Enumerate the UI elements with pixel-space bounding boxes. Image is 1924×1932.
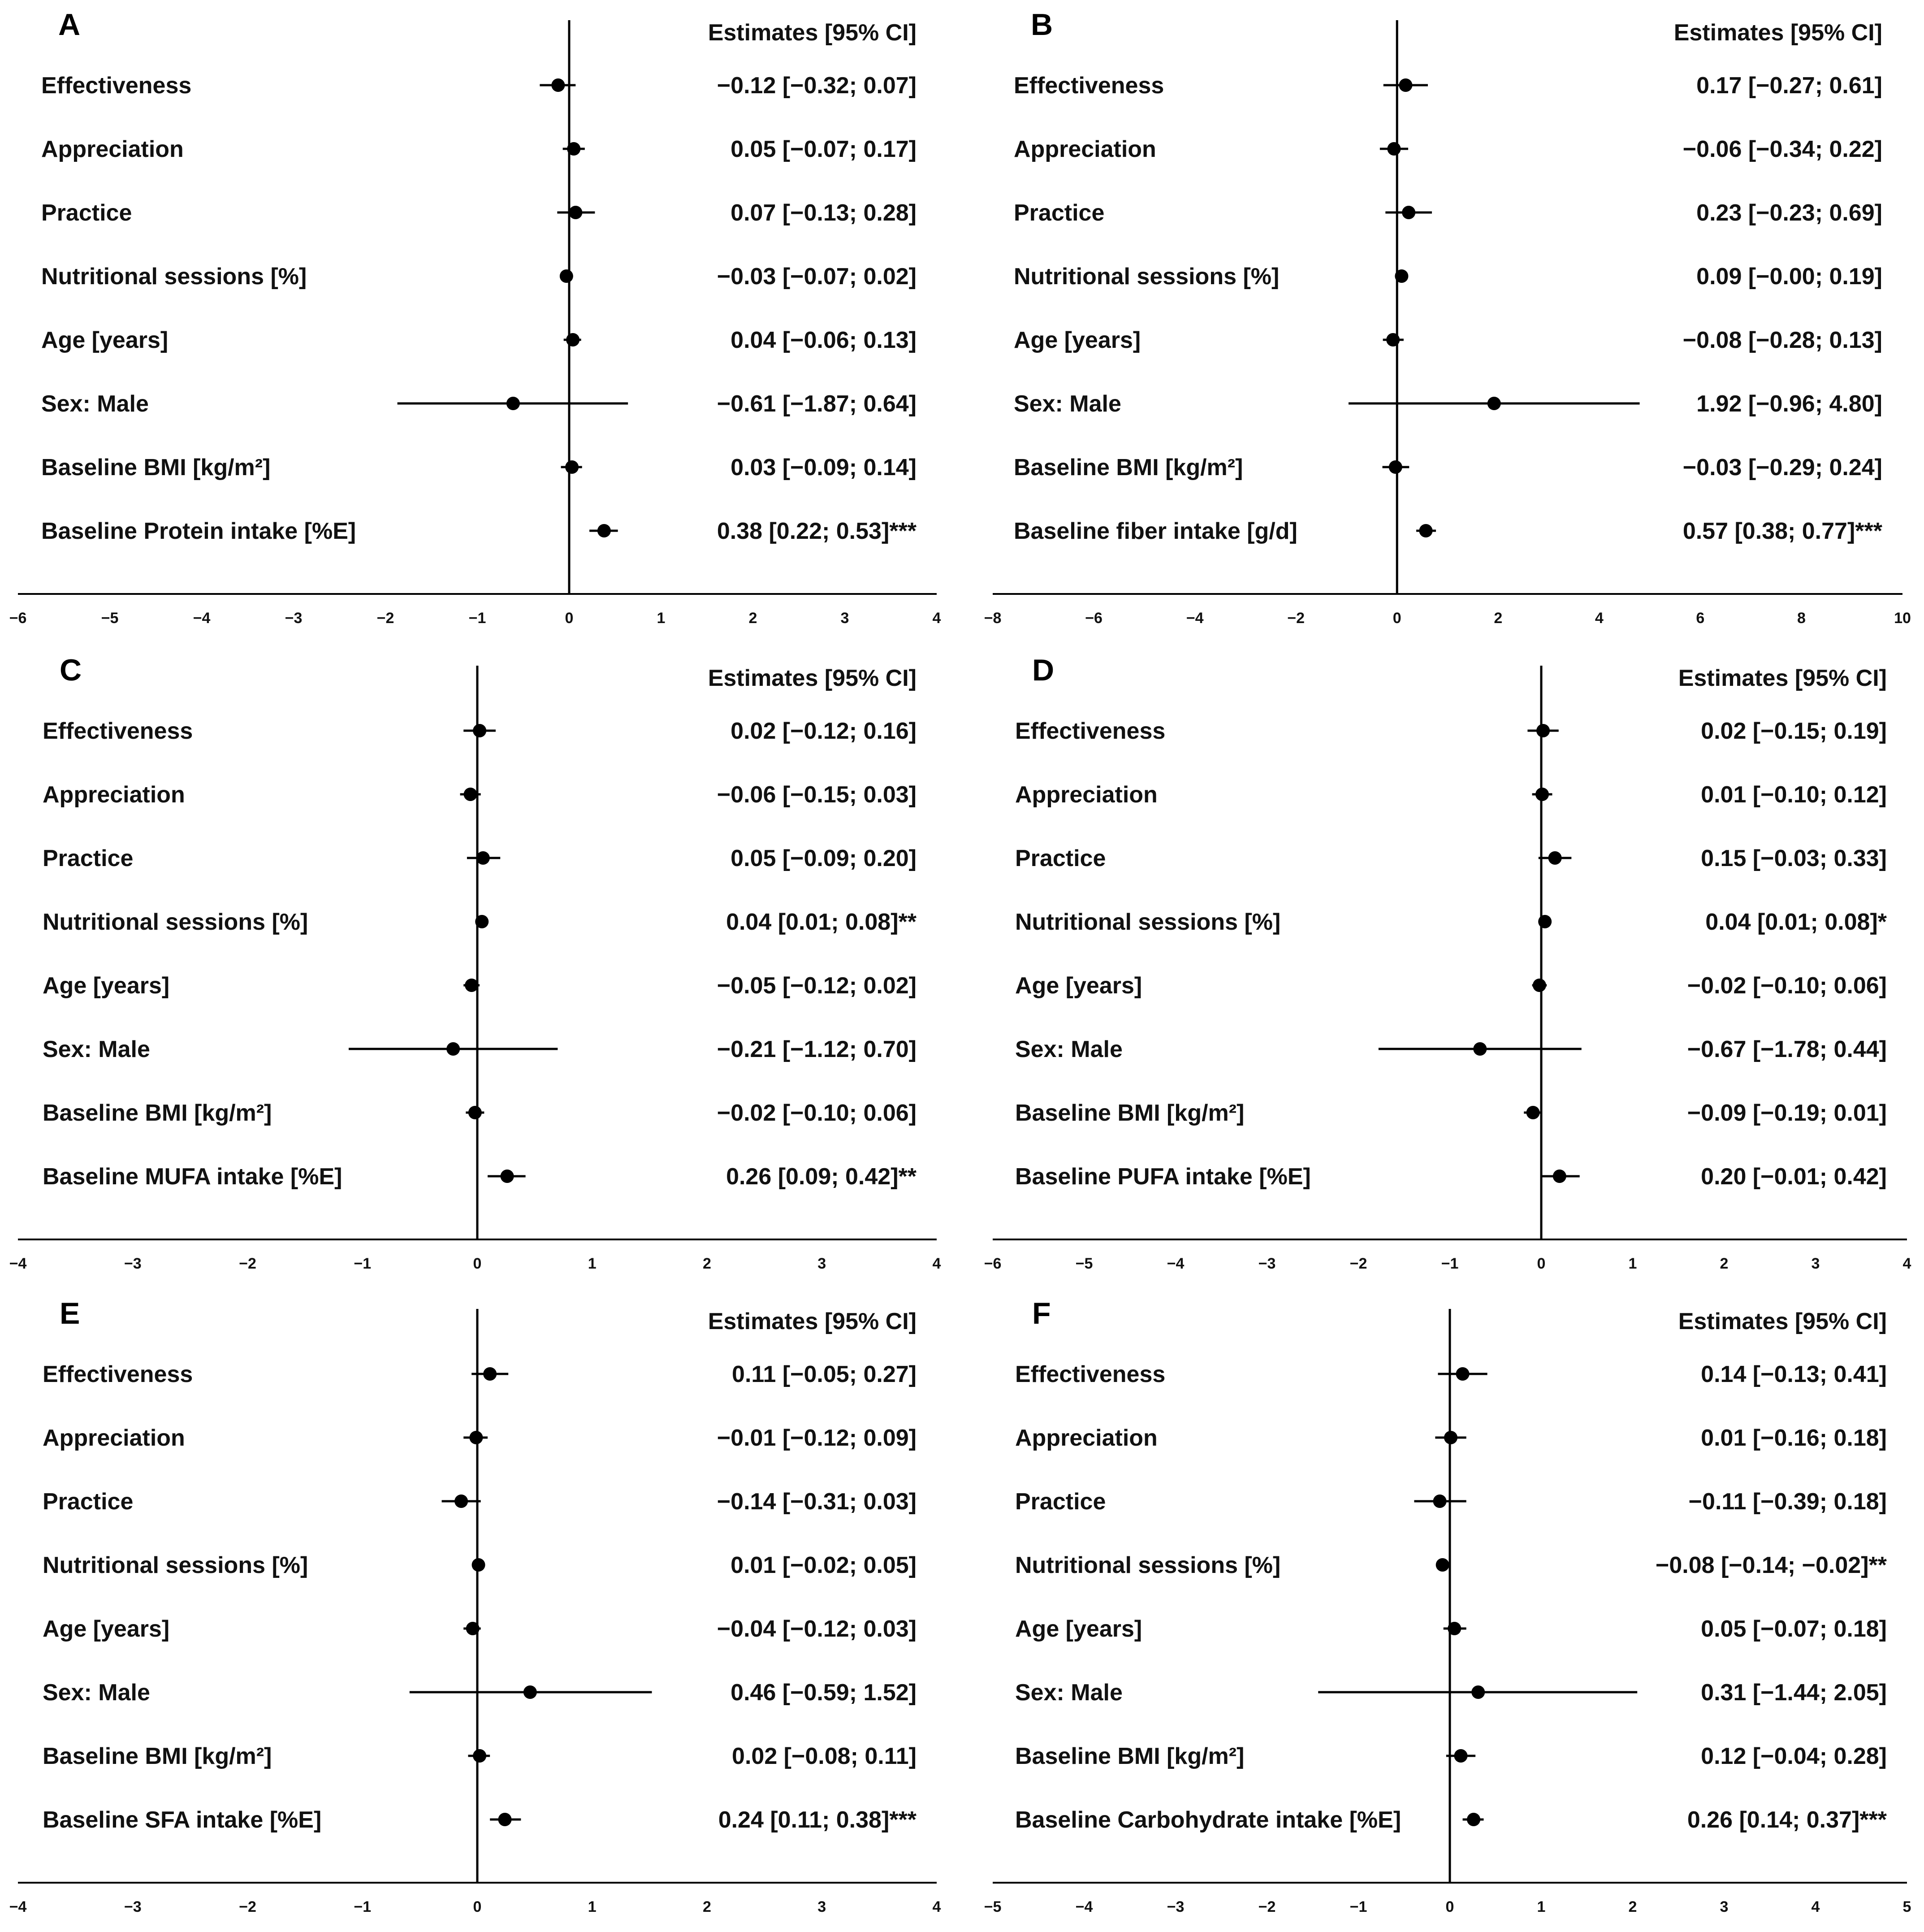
x-tick-label: 3 (1811, 1255, 1820, 1272)
x-tick-label: −3 (1258, 1255, 1276, 1272)
x-tick-label: −4 (1075, 1898, 1093, 1915)
x-tick-label: 0 (1445, 1898, 1454, 1915)
x-tick-label: 3 (817, 1255, 826, 1272)
x-tick-label: 0 (1537, 1255, 1546, 1272)
x-tick-label: 1 (1628, 1255, 1637, 1272)
estimate-text: −0.11 [−0.39; 0.18] (1688, 1489, 1887, 1515)
x-tick-label: 4 (932, 610, 941, 627)
panel-label-a: A (58, 8, 81, 42)
row-label: Baseline BMI [kg/m²] (1014, 455, 1243, 481)
estimate-text: 0.05 [−0.09; 0.20] (731, 845, 917, 871)
estimate-text: 0.31 [−1.44; 2.05] (1701, 1680, 1887, 1706)
estimate-text: 0.09 [−0.00; 0.19] (1696, 264, 1882, 290)
estimate-text: 0.26 [0.14; 0.37]*** (1687, 1807, 1887, 1833)
point-estimate (473, 1749, 486, 1763)
row-label: Nutritional sessions [%] (1015, 1552, 1281, 1578)
point-estimate (498, 1813, 512, 1826)
estimates-header-c: Estimates [95% CI] (708, 665, 917, 691)
x-tick-label: −6 (984, 1255, 1002, 1272)
point-estimate (469, 1431, 483, 1444)
row-label: Appreciation (1014, 136, 1156, 162)
estimate-text: 0.14 [−0.13; 0.41] (1701, 1361, 1887, 1387)
x-tick-label: −2 (1258, 1898, 1276, 1915)
row-label: Baseline BMI [kg/m²] (43, 1743, 272, 1769)
row-label: Sex: Male (1015, 1680, 1123, 1706)
row-label: Effectiveness (41, 73, 192, 99)
estimates-header-d: Estimates [95% CI] (1678, 665, 1887, 691)
estimate-text: 0.02 [−0.08; 0.11] (732, 1743, 917, 1769)
point-estimate (597, 524, 611, 537)
estimate-text: −0.08 [−0.28; 0.13] (1682, 327, 1882, 353)
row-label: Baseline PUFA intake [%E] (1015, 1164, 1311, 1190)
point-estimate (472, 1558, 485, 1572)
row-label: Practice (1015, 845, 1106, 871)
estimate-text: 0.26 [0.09; 0.42]** (726, 1164, 917, 1190)
point-estimate (523, 1685, 537, 1699)
estimate-text: 0.03 [−0.09; 0.14] (731, 455, 917, 481)
point-estimate (1536, 724, 1550, 737)
x-tick-label: 1 (588, 1898, 597, 1915)
estimate-text: 0.01 [−0.10; 0.12] (1701, 782, 1887, 808)
point-estimate (1471, 1685, 1485, 1699)
row-label: Baseline SFA intake [%E] (43, 1807, 322, 1833)
x-tick-label: 5 (1902, 1898, 1911, 1915)
estimate-text: 0.15 [−0.03; 0.33] (1701, 845, 1887, 871)
point-estimate (475, 915, 489, 928)
estimate-text: 0.11 [−0.05; 0.27] (732, 1361, 917, 1387)
x-tick-label: 2 (703, 1255, 711, 1272)
row-label: Appreciation (1015, 782, 1158, 808)
row-label: Sex: Male (43, 1036, 150, 1062)
row-label: Age [years] (43, 1616, 170, 1642)
row-label: Sex: Male (1015, 1036, 1123, 1062)
row-label: Age [years] (1014, 327, 1141, 353)
estimate-text: −0.03 [−0.07; 0.02] (717, 264, 917, 290)
row-label: Baseline BMI [kg/m²] (43, 1100, 272, 1126)
point-estimate (1387, 142, 1401, 156)
x-tick-label: −2 (239, 1898, 256, 1915)
x-tick-label: −3 (285, 610, 303, 627)
point-estimate (1538, 915, 1552, 928)
x-tick-label: 2 (703, 1898, 711, 1915)
row-label: Age [years] (1015, 1616, 1142, 1642)
x-tick-label: −4 (1186, 610, 1204, 627)
row-label: Baseline BMI [kg/m²] (1015, 1100, 1245, 1126)
point-estimate (1487, 397, 1501, 410)
estimate-text: 0.57 [0.38; 0.77]*** (1682, 518, 1882, 544)
point-estimate (446, 1042, 460, 1056)
x-tick-label: 0 (473, 1255, 482, 1272)
x-tick-label: −1 (468, 610, 486, 627)
estimates-header-a: Estimates [95% CI] (708, 20, 917, 46)
estimate-text: 0.02 [−0.15; 0.19] (1701, 718, 1887, 744)
point-estimate (464, 788, 477, 801)
x-tick-label: −2 (1349, 1255, 1367, 1272)
point-estimate (1448, 1622, 1461, 1635)
row-label: Appreciation (43, 782, 185, 808)
x-tick-label: 0 (1392, 610, 1401, 627)
point-estimate (483, 1367, 497, 1381)
row-label: Nutritional sessions [%] (43, 909, 308, 935)
x-tick-label: 2 (1720, 1255, 1729, 1272)
row-label: Practice (1014, 200, 1105, 226)
point-estimate (567, 142, 580, 156)
estimates-header-b: Estimates [95% CI] (1673, 20, 1882, 46)
row-label: Appreciation (1015, 1425, 1158, 1451)
estimate-text: 0.01 [−0.16; 0.18] (1701, 1425, 1887, 1451)
row-label: Practice (41, 200, 132, 226)
row-label: Effectiveness (1014, 73, 1164, 99)
point-estimate (476, 851, 490, 865)
point-estimate (1535, 788, 1549, 801)
panel-label-f: F (1032, 1296, 1051, 1330)
x-tick-label: −5 (984, 1898, 1002, 1915)
estimate-text: −0.06 [−0.15; 0.03] (717, 782, 917, 808)
estimate-text: 0.05 [−0.07; 0.18] (1701, 1616, 1887, 1642)
x-tick-label: 2 (1628, 1898, 1637, 1915)
x-tick-label: −6 (1085, 610, 1103, 627)
row-label: Baseline BMI [kg/m²] (41, 455, 271, 481)
x-tick-label: −3 (124, 1255, 142, 1272)
estimate-text: 1.92 [−0.96; 4.80] (1696, 391, 1882, 417)
x-tick-label: 3 (840, 610, 849, 627)
estimate-text: −0.05 [−0.12; 0.02] (717, 973, 917, 999)
row-label: Practice (1015, 1489, 1106, 1515)
x-tick-label: −2 (239, 1255, 256, 1272)
row-label: Effectiveness (43, 1361, 193, 1387)
estimate-text: 0.46 [−0.59; 1.52] (731, 1680, 917, 1706)
estimates-header-e: Estimates [95% CI] (708, 1308, 917, 1334)
estimate-text: 0.20 [−0.01; 0.42] (1701, 1164, 1887, 1190)
point-estimate (1444, 1431, 1457, 1444)
row-label: Practice (43, 1489, 134, 1515)
point-estimate (1456, 1367, 1470, 1381)
point-estimate (1433, 1494, 1447, 1508)
point-estimate (1399, 78, 1412, 92)
estimate-text: 0.05 [−0.07; 0.17] (731, 136, 917, 162)
row-label: Sex: Male (41, 391, 149, 417)
point-estimate (1389, 460, 1402, 474)
point-estimate (473, 724, 486, 737)
estimate-text: 0.12 [−0.04; 0.28] (1701, 1743, 1887, 1769)
panel-label-d: D (1032, 653, 1055, 687)
estimate-text: −0.02 [−0.10; 0.06] (717, 1100, 917, 1126)
point-estimate (1395, 269, 1408, 283)
x-tick-label: 2 (1494, 610, 1503, 627)
x-tick-label: 4 (1811, 1898, 1820, 1915)
estimate-text: 0.24 [0.11; 0.38]*** (718, 1807, 917, 1833)
point-estimate (560, 269, 573, 283)
x-tick-label: −2 (376, 610, 394, 627)
x-tick-label: 0 (473, 1898, 482, 1915)
estimate-text: 0.02 [−0.12; 0.16] (731, 718, 917, 744)
estimate-text: −0.02 [−0.10; 0.06] (1687, 973, 1887, 999)
point-estimate (565, 460, 579, 474)
estimate-text: −0.04 [−0.12; 0.03] (717, 1616, 917, 1642)
row-label: Nutritional sessions [%] (1015, 909, 1281, 935)
row-label: Age [years] (43, 973, 170, 999)
row-label: Baseline fiber intake [g/d] (1014, 518, 1297, 544)
row-label: Age [years] (1015, 973, 1142, 999)
estimate-text: −0.09 [−0.19; 0.01] (1687, 1100, 1887, 1126)
x-tick-label: 1 (657, 610, 666, 627)
row-label: Baseline BMI [kg/m²] (1015, 1743, 1245, 1769)
estimate-text: −0.06 [−0.34; 0.22] (1682, 136, 1882, 162)
row-label: Effectiveness (1015, 718, 1166, 744)
point-estimate (1473, 1042, 1487, 1056)
estimate-text: 0.23 [−0.23; 0.69] (1696, 200, 1882, 226)
estimate-text: 0.04 [0.01; 0.08]* (1705, 909, 1887, 935)
x-tick-label: 0 (565, 610, 574, 627)
estimate-text: 0.04 [−0.06; 0.13] (731, 327, 917, 353)
row-label: Practice (43, 845, 134, 871)
point-estimate (1467, 1813, 1480, 1826)
row-label: Effectiveness (1015, 1361, 1166, 1387)
estimate-text: −0.12 [−0.32; 0.07] (717, 73, 917, 99)
point-estimate (1548, 851, 1562, 865)
x-tick-label: 8 (1797, 610, 1806, 627)
x-tick-label: −5 (101, 610, 119, 627)
estimate-text: 0.17 [−0.27; 0.61] (1696, 73, 1882, 99)
x-tick-label: −4 (193, 610, 211, 627)
x-tick-label: −1 (354, 1898, 372, 1915)
row-label: Appreciation (43, 1425, 185, 1451)
x-tick-label: 4 (1595, 610, 1604, 627)
row-label: Sex: Male (43, 1680, 150, 1706)
x-tick-label: −4 (9, 1898, 27, 1915)
row-label: Sex: Male (1014, 391, 1121, 417)
point-estimate (1454, 1749, 1467, 1763)
x-tick-label: 4 (932, 1255, 941, 1272)
x-tick-label: 10 (1894, 610, 1911, 627)
x-tick-label: −4 (9, 1255, 27, 1272)
row-label: Baseline Protein intake [%E] (41, 518, 356, 544)
row-label: Nutritional sessions [%] (1014, 264, 1280, 290)
point-estimate (501, 1170, 514, 1183)
x-tick-label: 4 (932, 1898, 941, 1915)
x-tick-label: −8 (984, 610, 1002, 627)
point-estimate (551, 78, 565, 92)
row-label: Age [years] (41, 327, 169, 353)
estimates-header-f: Estimates [95% CI] (1678, 1308, 1887, 1334)
x-tick-label: −6 (9, 610, 27, 627)
x-tick-label: 3 (817, 1898, 826, 1915)
point-estimate (466, 1622, 480, 1635)
estimate-text: −0.14 [−0.31; 0.03] (717, 1489, 917, 1515)
estimate-text: −0.01 [−0.12; 0.09] (717, 1425, 917, 1451)
point-estimate (1533, 979, 1546, 992)
row-label: Nutritional sessions [%] (43, 1552, 308, 1578)
estimate-text: 0.04 [0.01; 0.08]** (726, 909, 917, 935)
x-tick-label: −1 (1349, 1898, 1367, 1915)
estimate-text: 0.01 [−0.02; 0.05] (731, 1552, 917, 1578)
point-estimate (468, 1106, 482, 1119)
row-label: Appreciation (41, 136, 184, 162)
x-tick-label: 3 (1720, 1898, 1729, 1915)
row-label: Baseline MUFA intake [%E] (43, 1164, 342, 1190)
point-estimate (1526, 1106, 1540, 1119)
estimate-text: −0.67 [−1.78; 0.44] (1687, 1036, 1887, 1062)
x-tick-label: 1 (1537, 1898, 1546, 1915)
point-estimate (1553, 1170, 1566, 1183)
x-tick-label: −2 (1287, 610, 1305, 627)
estimate-text: −0.61 [−1.87; 0.64] (717, 391, 917, 417)
row-label: Nutritional sessions [%] (41, 264, 307, 290)
estimate-text: −0.21 [−1.12; 0.70] (717, 1036, 917, 1062)
row-label: Baseline Carbohydrate intake [%E] (1015, 1807, 1401, 1833)
point-estimate (1419, 524, 1433, 537)
panel-label-c: C (60, 653, 82, 687)
x-tick-label: −1 (354, 1255, 372, 1272)
row-label: Effectiveness (43, 718, 193, 744)
panel-label-e: E (60, 1296, 80, 1330)
x-tick-label: 6 (1696, 610, 1705, 627)
point-estimate (1386, 333, 1400, 347)
point-estimate (1436, 1558, 1449, 1572)
point-estimate (566, 333, 579, 347)
x-tick-label: −1 (1441, 1255, 1459, 1272)
x-tick-label: −5 (1075, 1255, 1093, 1272)
point-estimate (465, 979, 478, 992)
x-tick-label: −3 (1167, 1898, 1185, 1915)
point-estimate (506, 397, 520, 410)
x-tick-label: 2 (748, 610, 757, 627)
estimate-text: −0.08 [−0.14; −0.02]** (1655, 1552, 1887, 1578)
point-estimate (569, 206, 582, 219)
x-tick-label: 1 (588, 1255, 597, 1272)
x-tick-label: −3 (124, 1898, 142, 1915)
point-estimate (454, 1494, 468, 1508)
estimate-text: 0.07 [−0.13; 0.28] (731, 200, 917, 226)
panel-label-b: B (1031, 8, 1053, 42)
estimate-text: −0.03 [−0.29; 0.24] (1682, 455, 1882, 481)
x-tick-label: 4 (1902, 1255, 1911, 1272)
estimate-text: 0.38 [0.22; 0.53]*** (717, 518, 917, 544)
point-estimate (1402, 206, 1415, 219)
x-tick-label: −4 (1167, 1255, 1185, 1272)
